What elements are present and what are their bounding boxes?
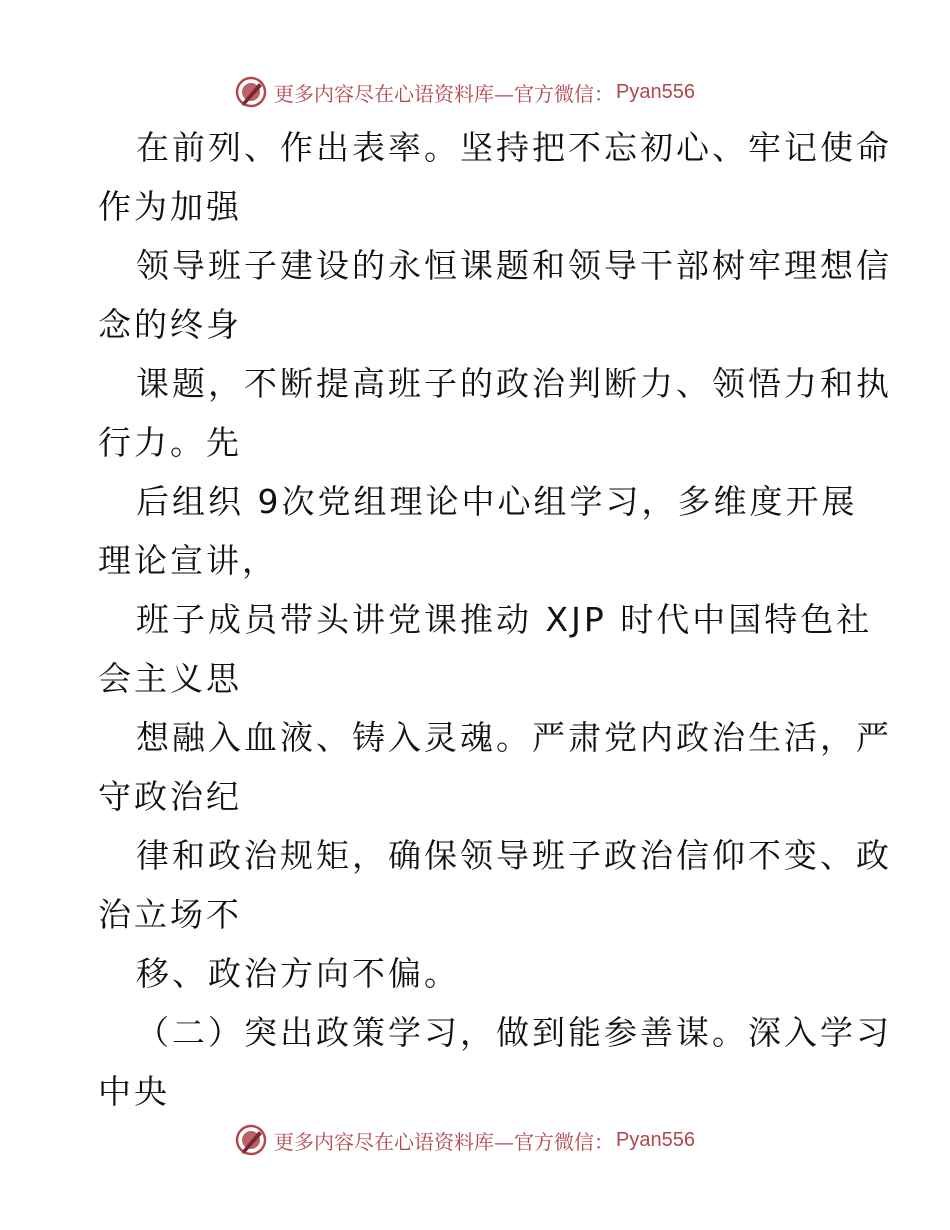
body-line: 班子成员带头讲党课推动 XJP 时代中国特色社: [136, 600, 873, 639]
body-line: 念的终身: [98, 305, 242, 344]
body-line: （二）突出政策学习，做到能参善谋。深入学习: [136, 1013, 892, 1052]
body-line: 律和政治规矩，确保领导班子政治信仰不变、政: [136, 836, 892, 875]
footer-banner: [0, 1120, 950, 1160]
body-line: 中央: [98, 1072, 170, 1111]
body-line: 想融入血液、铸入灵魂。严肃党内政治生活，严: [136, 718, 892, 757]
body-line: 作为加强: [98, 187, 242, 226]
body-line: 会主义思: [98, 659, 242, 698]
footer-banner-text: 更多内容尽在心语资料库—官方微信：: [274, 1129, 614, 1154]
body-line: 行力。先: [98, 423, 242, 462]
footer-wechat-id: Pyan556: [616, 1128, 695, 1151]
body-line: 领导班子建设的永恒课题和领导干部树牢理想信: [136, 246, 892, 285]
header-wechat-id: Pyan556: [616, 80, 695, 103]
body-line: 治立场不: [98, 895, 242, 934]
header-banner-text: 更多内容尽在心语资料库—官方微信：: [274, 81, 614, 106]
body-line: 守政治纪: [98, 777, 242, 816]
body-line: 移、政治方向不偏。: [136, 954, 460, 993]
body-text: [98, 118, 892, 1121]
pen-logo-icon: [234, 75, 268, 109]
body-line: 在前列、作出表率。坚持把不忘初心、牢记使命: [136, 128, 892, 167]
body-line: 理论宣讲，: [98, 541, 278, 580]
pen-logo-icon: [234, 1123, 268, 1157]
body-line: 后组织 9次党组理论中心组学习，多维度开展: [136, 482, 858, 521]
header-banner: [0, 72, 950, 112]
body-line: 课题，不断提高班子的政治判断力、领悟力和执: [136, 364, 892, 403]
